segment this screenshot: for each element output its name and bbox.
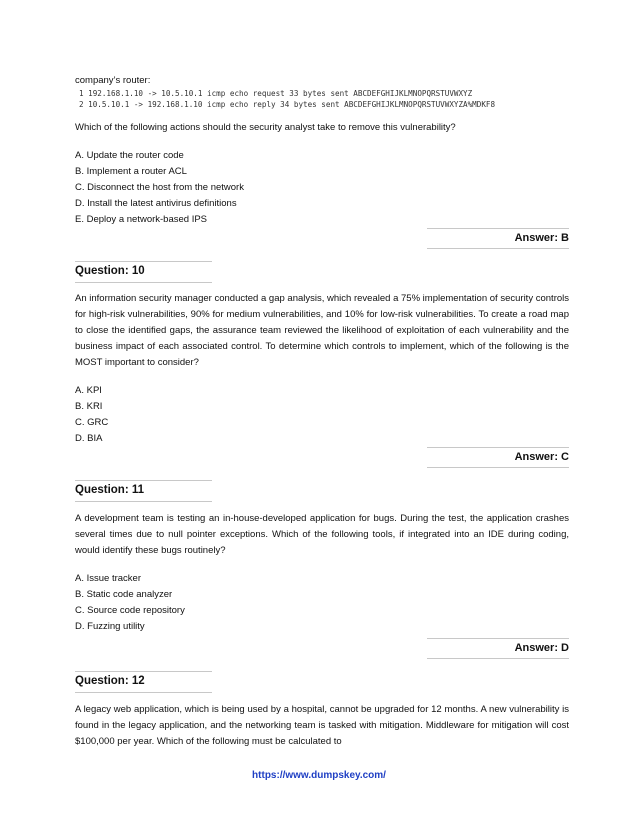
log-line: 2 10.5.10.1 -> 192.168.1.10 icmp echo reply 34 bytes sent ABCDEFGHIJKLMNOPQRSTUVWXYZA%MDKF8	[79, 100, 496, 109]
option: B. Static code analyzer	[75, 589, 173, 600]
answer-box-10	[427, 447, 569, 468]
option: A. KPI	[75, 385, 102, 396]
question-10-heading	[75, 261, 212, 283]
question-12-text: A legacy web application, which is being used by a hospital, cannot be upgraded for 12 months. A new vulnerability is found in the legacy application, and the networking team is tasked with mitigation. Middleware for mitigation will cost $100,000 per year. Which of the following must be calculated to	[75, 704, 569, 747]
answer-box-9	[427, 228, 569, 249]
option: D. Install the latest antivirus definitions	[75, 198, 237, 209]
question-11-text: A development team is testing an in-house-developed application for bugs. During the test, the application crashes several times due to null pointer exceptions. Which of the following tools, if integrated into an IDE during coding, would identify these bugs routinely?	[75, 513, 569, 556]
answer-11: Answer: D	[514, 642, 569, 654]
question-9-text: Which of the following actions should the security analyst take to remove this vulnerability?	[75, 122, 456, 133]
question-10-body	[75, 291, 569, 447]
option: D. BIA	[75, 433, 103, 444]
option: B. Implement a router ACL	[75, 166, 187, 177]
question-11-heading	[75, 480, 212, 502]
option: A. Issue tracker	[75, 573, 141, 584]
icmp-log	[79, 88, 495, 110]
answer-box-11	[427, 638, 569, 659]
question-12-heading	[75, 671, 212, 693]
option: B. KRI	[75, 401, 103, 412]
question-10-title: Question: 10	[75, 265, 145, 277]
question-12-title: Question: 12	[75, 675, 145, 687]
question-10-options	[75, 383, 569, 447]
option: C. Source code repository	[75, 605, 185, 616]
footer-link[interactable]: https://www.dumpskey.com/	[252, 770, 386, 781]
question-9-body	[75, 120, 569, 228]
question-11-title: Question: 11	[75, 484, 145, 496]
question-11-options	[75, 571, 569, 635]
question-9-options	[75, 148, 569, 228]
option: A. Update the router code	[75, 150, 184, 161]
question-12-body	[75, 702, 569, 750]
option: E. Deploy a network-based IPS	[75, 214, 208, 225]
option: C. GRC	[75, 417, 109, 428]
log-line: 1 192.168.1.10 -> 10.5.10.1 icmp echo request 33 bytes sent ABCDEFGHIJKLMNOPQRSTUVWXYZ	[79, 89, 473, 98]
intro-text: company’s router:	[75, 75, 151, 86]
option: C. Disconnect the host from the network	[75, 182, 244, 193]
answer-9: Answer: B	[514, 232, 569, 244]
option: D. Fuzzing utility	[75, 621, 145, 632]
question-10-text: An information security manager conducted a gap analysis, which revealed a 75% implementation of security controls for high-risk vulnerabilities, 90% for medium vulnerabilities, and 10% for low-risk vulnerabilities. To create a road map to close the identified gaps, the assurance team reviewed the likelihood of exploitation of each vulnerability and the business impact of each associated control. To determine which controls to implement, which of the following is the MOST important to consider?	[75, 293, 569, 368]
answer-10: Answer: C	[514, 451, 569, 463]
question-11-body	[75, 511, 569, 635]
